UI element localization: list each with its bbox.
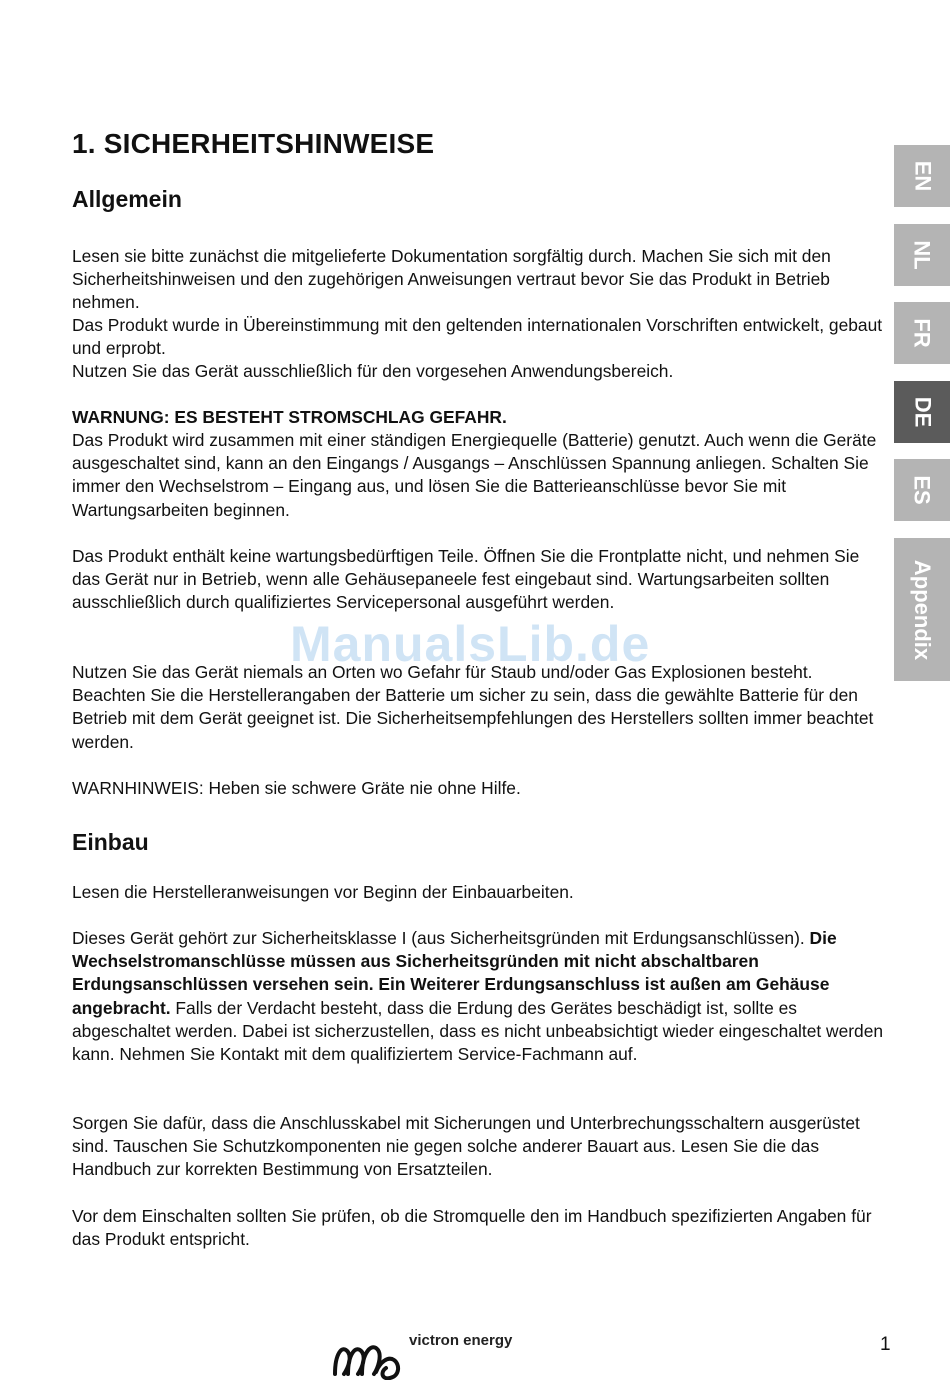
heading-allgemein: Allgemein xyxy=(72,186,182,212)
paragraph-no-serviceable-parts: Das Produkt enthält keine wartungsbedürftigen Teile. Öffnen Sie die Frontplatte nicht, und nehmen Sie das Gerät nur in Betrieb, wenn alle Gehäusepaneele fest eingebaut sind. Wartungsarbeiten sollten ausschließlich durch qualifiziertes Servicepersonal ausgeführt werden. xyxy=(72,546,860,613)
tab-es[interactable] xyxy=(894,459,950,521)
tab-es-label: ES xyxy=(909,475,935,505)
tab-en-label: EN xyxy=(910,160,935,192)
tab-de[interactable] xyxy=(894,381,950,443)
tab-de-label: DE xyxy=(910,396,935,428)
grounding-damage-text: Falls der Verdacht besteht, dass die Erdung des Gerätes beschädigt ist, sollte es abgeschaltet werden. Dabei ist sicherzustellen, dass es nicht unbeabsichtigt wieder eingeschaltet werden kann. Nehmen Sie Kontakt mit dem qualifiziertem Service-Fachmann auf. xyxy=(72,997,884,1065)
tab-appendix[interactable] xyxy=(894,538,950,681)
tab-appendix-label: Appendix xyxy=(910,559,936,660)
paragraph-heavy-lifting-warning: WARNHINWEIS: Heben sie schwere Gräte nie ohne Hilfe. xyxy=(72,778,521,798)
watermark: ManualsLib.de xyxy=(290,616,651,672)
tab-nl[interactable] xyxy=(894,224,950,286)
page-number: 1 xyxy=(880,1334,891,1355)
safety-class-text: Dieses Gerät gehört zur Sicherheitsklasse I (aus Sicherheitsgründen mit Erdungsanschlüssen). xyxy=(72,928,805,948)
paragraph-safety-class xyxy=(72,927,887,1066)
paragraph-intended-use: Nutzen Sie das Gerät ausschließlich für den vorgesehen Anwendungsbereich. xyxy=(72,361,674,381)
paragraph-read-documentation: Lesen sie bitte zunächst die mitgelieferte Dokumentation sorgfältig durch. Machen Sie sich mit den Sicherheitshinweisen und den zugehörigen Anweisungen vertraut bevor Sie das Produkt in Betrieb nehmen. xyxy=(72,246,831,313)
paragraph-power-source-check: Vor dem Einschalten sollten Sie prüfen, ob die Stromquelle den im Handbuch spezifizierten Angaben für das Produkt entspricht. xyxy=(72,1206,872,1250)
paragraph-explosion-hazard: Nutzen Sie das Gerät niemals an Orten wo Gefahr für Staub und/oder Gas Explosionen besteht. Beachten Sie die Herstellerangaben der Batterie um sicher zu sein, dass die gewählte Batterie für den Betrieb mit dem Gerät geeignet ist. Die Sicherheitsempfehlungen des Herstellers sollten immer beachtet werden. xyxy=(72,662,874,752)
warning-heading: WARNUNG: ES BESTEHT STROMSCHLAG GEFAHR. xyxy=(72,407,507,427)
tab-fr[interactable] xyxy=(894,302,950,364)
tab-fr-label: FR xyxy=(909,318,935,348)
brand-name: victron energy xyxy=(409,1332,513,1349)
paragraph-compliance: Das Produkt wurde in Übereinstimmung mit den geltenden internationalen Vorschriften entwickelt, gebaut und erprobt. xyxy=(72,315,883,359)
paragraph-electric-shock-warning: Das Produkt wird zusammen mit einer ständigen Energiequelle (Batterie) genutzt. Auch wenn die Geräte ausgeschaltet sind, kann an den Eingangs / Ausgangs – Anschlüssen Spannung anliegen. Schalten Sie immer den Wechselstrom – Eingang aus, und lösen Sie die Batterieanschlüsse bevor Sie mit Wartungsarbeiten beginnen. xyxy=(72,430,877,520)
tab-en[interactable] xyxy=(894,145,950,207)
heading-einbau: Einbau xyxy=(72,829,149,855)
paragraph-installation-instructions: Lesen die Herstelleranweisungen vor Beginn der Einbauarbeiten. xyxy=(72,882,574,902)
paragraph-fuses-breakers: Sorgen Sie dafür, dass die Anschlusskabel mit Sicherungen und Unterbrechungsschaltern ausgerüstet sind. Tauschen Sie Schutzkomponenten nie gegen solche anderer Bauart aus. Lesen Sie die das Handbuch zur korrekten Bestimmung von Ersatzteilen. xyxy=(72,1113,860,1180)
section-title: 1. SICHERHEITSHINWEISE xyxy=(72,128,435,159)
grounding-emphasis: Die Wechselstromanschlüsse müssen aus Sicherheitsgründen mit nicht abschaltbaren Erdungsanschlüssen versehen sein. Ein Weiterer Erdungsanschluss ist außen am Gehäuse angebracht. xyxy=(72,928,837,1018)
tab-nl-label: NL xyxy=(909,240,935,270)
